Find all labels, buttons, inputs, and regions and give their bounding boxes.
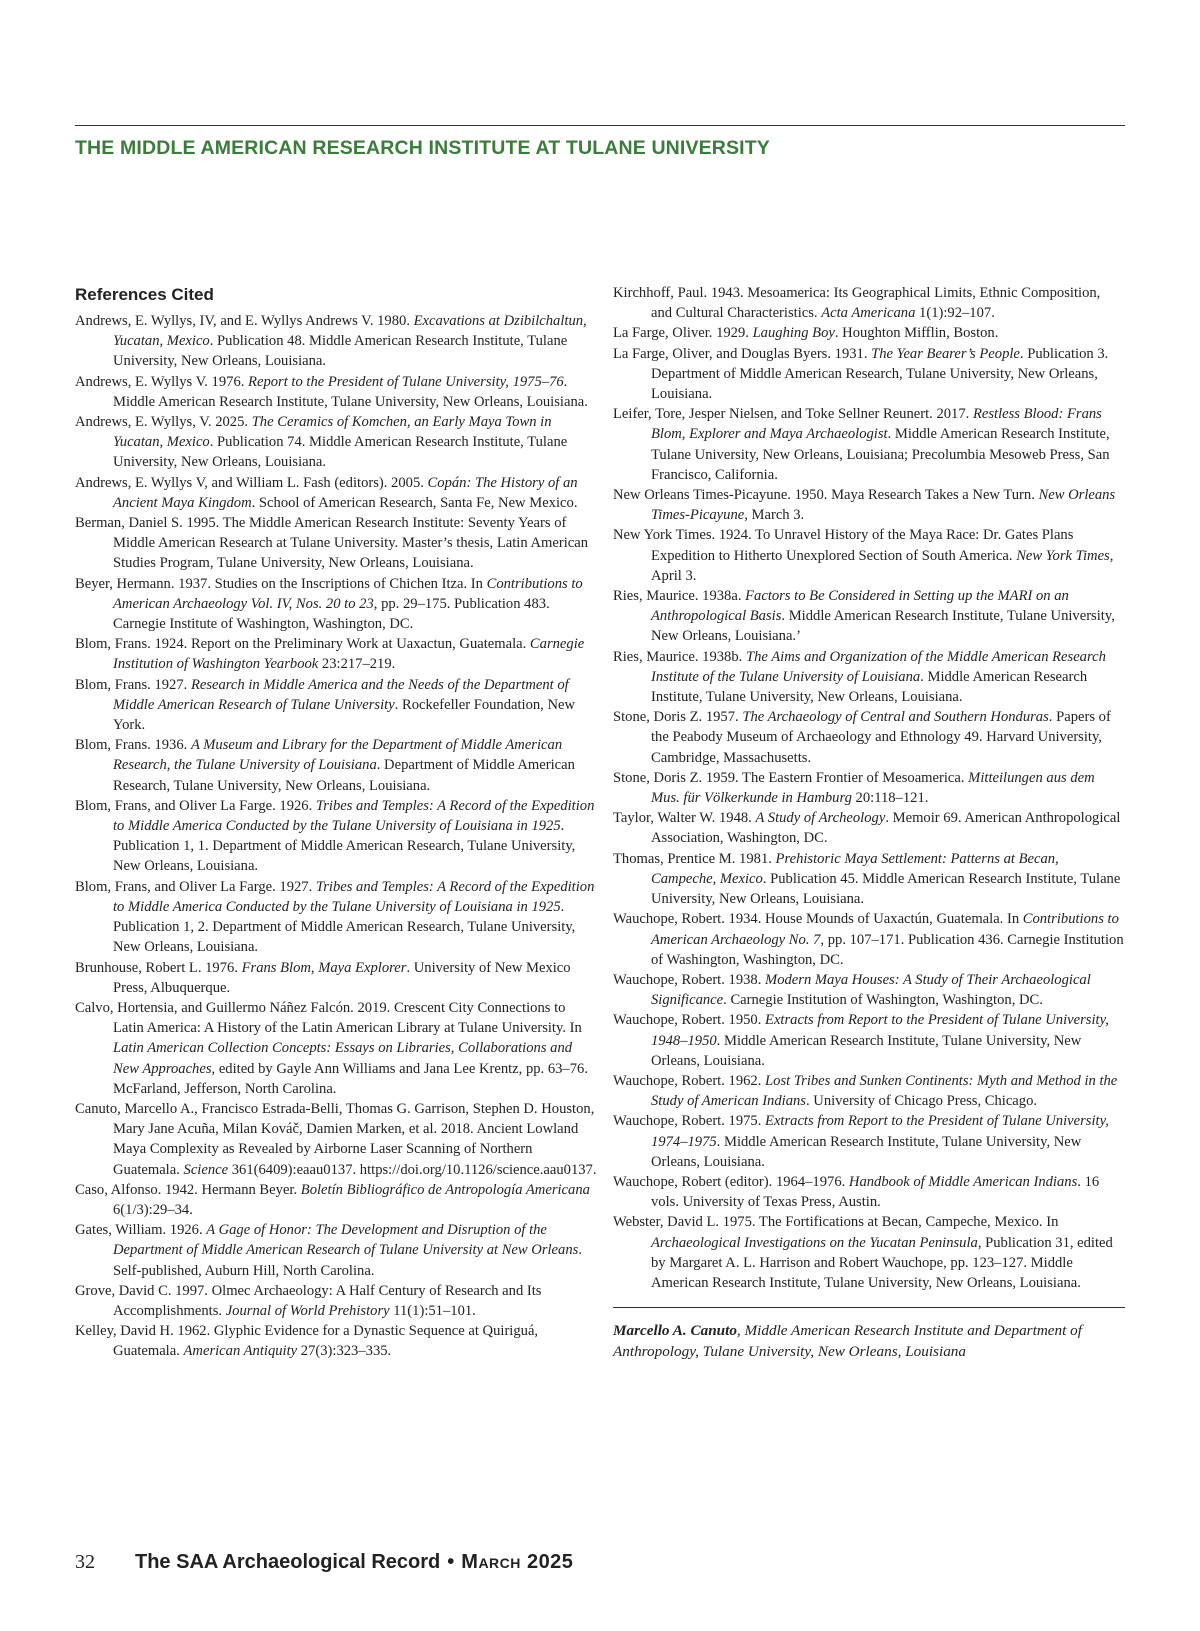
- reference-text: Canuto, Marcello A., Francisco Estrada-Belli, Thomas G. Garrison, Stephen D. Houston, Mary Jane Acuña, Milan Kováč, Damien Marken, et al. 2018. Ancient Lowland Maya Complexity as Revealed by Airborne Laser Scanning of Northern Guatemala.: [75, 1100, 595, 1178]
- reference-text: . Middle American Research Institute, Tulane University, New Orleans, Louisiana.: [651, 668, 1088, 706]
- issue-date: March 2025: [461, 1551, 574, 1573]
- reference-entry: [75, 311, 597, 372]
- reference-title: The Ceramics of Komchen, an Early Maya Town in Yucatan, Mexico: [113, 414, 552, 451]
- reference-entry: [75, 1180, 597, 1220]
- reference-entry: [75, 1099, 597, 1180]
- reference-entry: [75, 634, 597, 674]
- reference-text: . Self-published, Auburn Hill, North Carolina.: [113, 1242, 582, 1279]
- reference-title: Science: [183, 1161, 229, 1178]
- reference-entry: [613, 344, 1125, 405]
- reference-text: 6(1/3):29–34.: [113, 1201, 193, 1218]
- reference-text: Blom, Frans. 1924. Report on the Preliminary Work at Uaxactun, Guatemala.: [75, 636, 530, 653]
- reference-entry: [75, 574, 597, 635]
- references-heading: References Cited: [75, 285, 214, 304]
- reference-text: . Publication 3. Department of Middle American Research, Tulane University, New Orleans, Louisiana.: [651, 345, 1109, 403]
- references-column-right: [613, 283, 1125, 1362]
- reference-text: Kirchhoff, Paul. 1943. Mesoamerica: Its Geographical Limits, Ethnic Composition, and Cultural Characteristics.: [613, 285, 1101, 322]
- reference-title: Acta Americana: [821, 305, 916, 322]
- footer-separator: •: [447, 1551, 455, 1573]
- reference-text: . University of Chicago Press, Chicago.: [805, 1093, 1038, 1110]
- reference-entry: [613, 485, 1125, 525]
- reference-text: Wauchope, Robert. 1975.: [613, 1113, 766, 1130]
- reference-text: La Farge, Oliver. 1929.: [613, 325, 753, 342]
- reference-title: Contributions to American Archaeology Vol. IV, Nos. 20 to 23: [113, 575, 583, 612]
- reference-text: , April 3.: [651, 547, 1114, 584]
- author-affiliation: , Middle American Research Institute and Department of Anthropology, Tulane University, New Orleans, Louisiana: [613, 1322, 1082, 1361]
- reference-text: . Middle American Research Institute, Tulane University, New Orleans, Louisiana.’: [651, 608, 1115, 645]
- reference-title: Tribes and Temples: A Record of the Expedition to Middle America Conducted by the Tulane University of Louisiana in 1925: [113, 878, 595, 915]
- reference-title: New Orleans Times-Picayune: [651, 487, 1116, 524]
- reference-title: Copán: The History of an Ancient Maya Kingdom: [113, 474, 578, 511]
- reference-title: Restless Blood: Frans Blom, Explorer and Maya Archaeologist: [651, 406, 1102, 443]
- reference-title: Lost Tribes and Sunken Continents: Myth and Method in the Study of American Indians: [651, 1072, 1118, 1110]
- reference-entry: [613, 707, 1125, 768]
- reference-text: Blom, Frans, and Oliver La Farge. 1926.: [75, 797, 316, 814]
- reference-entry: [613, 1212, 1125, 1293]
- reference-title: The Archaeology of Central and Southern Honduras: [742, 709, 1049, 726]
- reference-title: Extracts from Report to the President of Tulane University, 1974–1975: [651, 1113, 1109, 1150]
- reference-entry: [613, 525, 1125, 586]
- reference-text: , edited by Gayle Ann Williams and Jana Lee Krentz, pp. 63–76. McFarland, Jefferson, North Carolina.: [113, 1060, 588, 1097]
- reference-title: Contributions to American Archaeology No. 7: [651, 911, 1119, 948]
- reference-entry: [613, 404, 1125, 485]
- reference-text: Andrews, E. Wyllys, IV, and E. Wyllys Andrews V. 1980.: [75, 313, 414, 329]
- section-title: THE MIDDLE AMERICAN RESEARCH INSTITUTE AT TULANE UNIVERSITY: [75, 137, 770, 159]
- reference-entry: [613, 909, 1125, 970]
- reference-entry: [75, 412, 597, 473]
- reference-text: 11(1):51–101.: [389, 1302, 476, 1319]
- reference-text: . Memoir 69. American Anthropological Association, Washington, DC.: [651, 810, 1121, 847]
- reference-text: Wauchope, Robert. 1934. House Mounds of Uaxactún, Guatemala. In: [613, 911, 1023, 928]
- reference-entry: [75, 372, 597, 412]
- reference-entry: [75, 473, 597, 513]
- reference-text: Ries, Maurice. 1938a.: [613, 588, 746, 605]
- reference-text: . 16 vols. University of Texas Press, Austin.: [651, 1173, 1100, 1211]
- reference-title: Archaeological Investigations on the Yucatan Peninsula: [651, 1234, 978, 1251]
- reference-text: . Publication 45. Middle American Research Institute, Tulane University, New Orleans, Louisiana.: [651, 870, 1121, 908]
- reference-text: . Department of Middle American Research, Tulane University, New Orleans, Louisiana.: [113, 757, 575, 794]
- reference-entry: [75, 735, 597, 796]
- reference-text: Blom, Frans. 1927.: [75, 676, 191, 693]
- reference-entry: [613, 1111, 1125, 1172]
- reference-text: . Middle American Research Institute, Tulane University, New Orleans, Louisiana; Precolumbia Mesoweb Press, San Francisco, California.: [651, 426, 1110, 483]
- reference-entry: [75, 1220, 597, 1281]
- reference-text: . Publication 74. Middle American Research Institute, Tulane University, New Orleans, Louisiana.: [113, 434, 568, 471]
- header-rule: [75, 125, 1125, 126]
- reference-list-left: [75, 311, 597, 1362]
- reference-title: The Year Bearer’s People: [871, 345, 1020, 362]
- reference-text: Wauchope, Robert. 1938.: [613, 971, 766, 988]
- reference-entry: [75, 958, 597, 998]
- reference-entry: [613, 323, 1125, 343]
- reference-text: . Houghton Mifflin, Boston.: [834, 325, 999, 342]
- reference-title: A Museum and Library for the Department of Middle American Research, the Tulane University of Louisiana: [113, 737, 563, 774]
- reference-text: Gates, William. 1926.: [75, 1222, 207, 1239]
- reference-text: 1(1):92–107.: [915, 305, 995, 322]
- reference-entry: [613, 1172, 1125, 1212]
- reference-text: Stone, Doris Z. 1959. The Eastern Frontier of Mesoamerica.: [613, 769, 969, 786]
- reference-text: Grove, David C. 1997. Olmec Archaeology: A Half Century of Research and Its Accomplishments.: [75, 1282, 542, 1319]
- reference-title: Handbook of Middle American Indians: [848, 1173, 1078, 1190]
- reference-text: . Rockefeller Foundation, New York.: [113, 696, 576, 734]
- reference-text: . Publication 1, 2. Department of Middle American Research, Tulane University, New Orleans, Louisiana.: [113, 898, 576, 956]
- reference-title: Factors to Be Considered in Setting up the MARI on an Anthropological Basis: [651, 588, 1069, 625]
- reference-entry: [75, 675, 597, 736]
- reference-entry: [75, 513, 597, 574]
- author-name: Marcello A. Canuto: [613, 1322, 737, 1340]
- reference-entry: [75, 877, 597, 958]
- reference-text: Wauchope, Robert (editor). 1964–1976.: [613, 1173, 849, 1190]
- reference-text: Caso, Alfonso. 1942. Hermann Beyer.: [75, 1181, 301, 1198]
- reference-text: Stone, Doris Z. 1957.: [613, 709, 743, 726]
- reference-entry: [613, 1071, 1125, 1111]
- reference-title: A Study of Archeology: [755, 810, 886, 827]
- reference-text: . Middle American Research Institute, Tulane University, New Orleans, Louisiana.: [113, 373, 588, 410]
- reference-text: , pp. 29–175. Publication 483. Carnegie Institute of Washington, Washington, DC.: [113, 595, 550, 633]
- reference-title: Latin American Collection Concepts: Essays on Libraries, Collaborations and New Approaches: [113, 1040, 573, 1077]
- reference-text: Beyer, Hermann. 1937. Studies on the Inscriptions of Chichen Itza. In: [75, 575, 487, 592]
- reference-text: 20:118–121.: [851, 790, 929, 807]
- publication-name: The SAA Archaeological Record: [135, 1551, 441, 1573]
- reference-text: . Middle American Research Institute, Tulane University, New Orleans, Louisiana.: [651, 1032, 1082, 1069]
- reference-title: Report to the President of Tulane University, 1975–76: [248, 373, 564, 390]
- reference-title: Laughing Boy: [752, 325, 835, 342]
- reference-title: Frans Blom, Maya Explorer: [241, 959, 407, 976]
- reference-text: Thomas, Prentice M. 1981.: [613, 850, 776, 867]
- reference-entry: [613, 1010, 1125, 1071]
- reference-text: . Papers of the Peabody Museum of Archaeology and Ethnology 49. Harvard University, Cambridge, Massachusetts.: [651, 709, 1111, 766]
- reference-entry: [75, 998, 597, 1099]
- reference-title: Carnegie Institution of Washington Yearbook: [113, 636, 585, 673]
- reference-entry: [613, 970, 1125, 1010]
- reference-text: , March 3.: [744, 507, 805, 524]
- reference-text: Leifer, Tore, Jesper Nielsen, and Toke Sellner Reunert. 2017.: [613, 406, 973, 423]
- reference-text: 27(3):323–335.: [297, 1343, 392, 1360]
- reference-text: . Carnegie Institution of Washington, Washington, DC.: [723, 992, 1043, 1009]
- reference-text: Kelley, David H. 1962. Glyphic Evidence for a Dynastic Sequence at Quiriguá, Guatemala.: [75, 1323, 539, 1360]
- page-number: 32: [75, 1551, 95, 1573]
- reference-text: , Publication 31, edited by Margaret A. L. Harrison and Robert Wauchope, pp. 123–127. Middle American Research Institute, Tulane University, New Orleans, Louisiana.: [651, 1234, 1113, 1291]
- reference-title: Boletín Bibliográfico de Antropología Americana: [300, 1181, 590, 1198]
- reference-list-right: [613, 283, 1125, 1293]
- bio-rule: [613, 1307, 1125, 1308]
- reference-text: Ries, Maurice. 1938b.: [613, 648, 746, 665]
- reference-text: . Publication 48. Middle American Research Institute, Tulane University, New Orleans, Louisiana.: [113, 333, 568, 370]
- reference-text: Wauchope, Robert. 1950.: [613, 1012, 766, 1029]
- reference-entry: [613, 768, 1125, 808]
- reference-text: . Publication 1, 1. Department of Middle American Research, Tulane University, New Orleans, Louisiana.: [113, 818, 576, 875]
- reference-text: La Farge, Oliver, and Douglas Byers. 1931.: [613, 345, 872, 362]
- reference-entry: [613, 647, 1125, 708]
- reference-text: Wauchope, Robert. 1962.: [613, 1072, 766, 1089]
- reference-text: Blom, Frans, and Oliver La Farge. 1927.: [75, 878, 316, 895]
- reference-title: Research in Middle America and the Needs of the Department of Middle American Research of Tulane University: [113, 676, 569, 713]
- reference-text: Andrews, E. Wyllys, V. 2025.: [75, 414, 252, 431]
- reference-title: Modern Maya Houses: A Study of Their Archaeological Significance: [651, 971, 1091, 1009]
- reference-title: Extracts from Report to the President of Tulane University, 1948–1950: [651, 1012, 1109, 1049]
- reference-title: The Aims and Organization of the Middle American Research Institute of the Tulane University of Louisiana: [651, 648, 1106, 685]
- page-footer: [75, 1551, 573, 1574]
- reference-text: Calvo, Hortensia, and Guillermo Náñez Falcón. 2019. Crescent City Connections to Latin America: A History of the Latin American Library at Tulane University. In: [75, 999, 582, 1037]
- reference-text: , pp. 107–171. Publication 436. Carnegie Institution of Washington, Washington, DC.: [651, 931, 1124, 968]
- reference-text: 23:217–219.: [318, 656, 396, 673]
- author-bio: [613, 1320, 1125, 1362]
- reference-text: . School of American Research, Santa Fe, New Mexico.: [251, 494, 578, 511]
- reference-text: . University of New Mexico Press, Albuquerque.: [113, 959, 571, 996]
- reference-entry: [75, 796, 597, 877]
- reference-text: 361(6409):eaau0137. https://doi.org/10.1126/science.aau0137.: [228, 1161, 597, 1178]
- reference-title: New York Times: [1016, 547, 1110, 564]
- reference-entry: [613, 586, 1125, 647]
- reference-title: American Antiquity: [183, 1343, 298, 1360]
- reference-title: A Gage of Honor: The Development and Disruption of the Department of Middle American Research of Tulane University at New Orleans: [113, 1222, 579, 1259]
- reference-text: Brunhouse, Robert L. 1976.: [75, 959, 242, 976]
- references-column-left: [75, 285, 597, 1362]
- reference-title: Journal of World Prehistory: [225, 1302, 390, 1319]
- reference-text: New Orleans Times-Picayune. 1950. Maya Research Takes a New Turn.: [613, 487, 1039, 504]
- reference-entry: [613, 283, 1125, 323]
- reference-text: . Middle American Research Institute, Tulane University, New Orleans, Louisiana.: [651, 1133, 1082, 1170]
- reference-text: Andrews, E. Wyllys V. 1976.: [75, 373, 249, 390]
- reference-text: New York Times. 1924. To Unravel History of the Maya Race: Dr. Gates Plans Expedition to Hitherto Unexplored Section of South America.: [613, 527, 1074, 564]
- reference-title: Excavations at Dzibilchaltun, Yucatan, Mexico: [113, 313, 587, 350]
- reference-entry: [75, 1321, 597, 1361]
- reference-text: Webster, David L. 1975. The Fortifications at Becan, Campeche, Mexico. In: [613, 1214, 1059, 1231]
- reference-text: Berman, Daniel S. 1995. The Middle American Research Institute: Seventy Years of Middle American Research at Tulane University. Master’s thesis, Latin American Studies Program, Tulane University, New Orleans, Louisiana.: [75, 515, 589, 572]
- reference-title: Mitteilungen aus dem Mus. für Völkerkunde in Hamburg: [651, 769, 1095, 807]
- reference-entry: [613, 808, 1125, 848]
- reference-text: Andrews, E. Wyllys V, and William L. Fash (editors). 2005.: [75, 474, 428, 491]
- reference-title: Tribes and Temples: A Record of the Expedition to Middle America Conducted by the Tulane University of Louisiana in 1925: [113, 797, 595, 835]
- reference-title: Prehistoric Maya Settlement: Patterns at Becan, Campeche, Mexico: [651, 850, 1059, 887]
- reference-entry: [613, 849, 1125, 910]
- reference-entry: [75, 1281, 597, 1321]
- reference-text: Taylor, Walter W. 1948.: [613, 810, 756, 827]
- reference-text: Blom, Frans. 1936.: [75, 737, 191, 754]
